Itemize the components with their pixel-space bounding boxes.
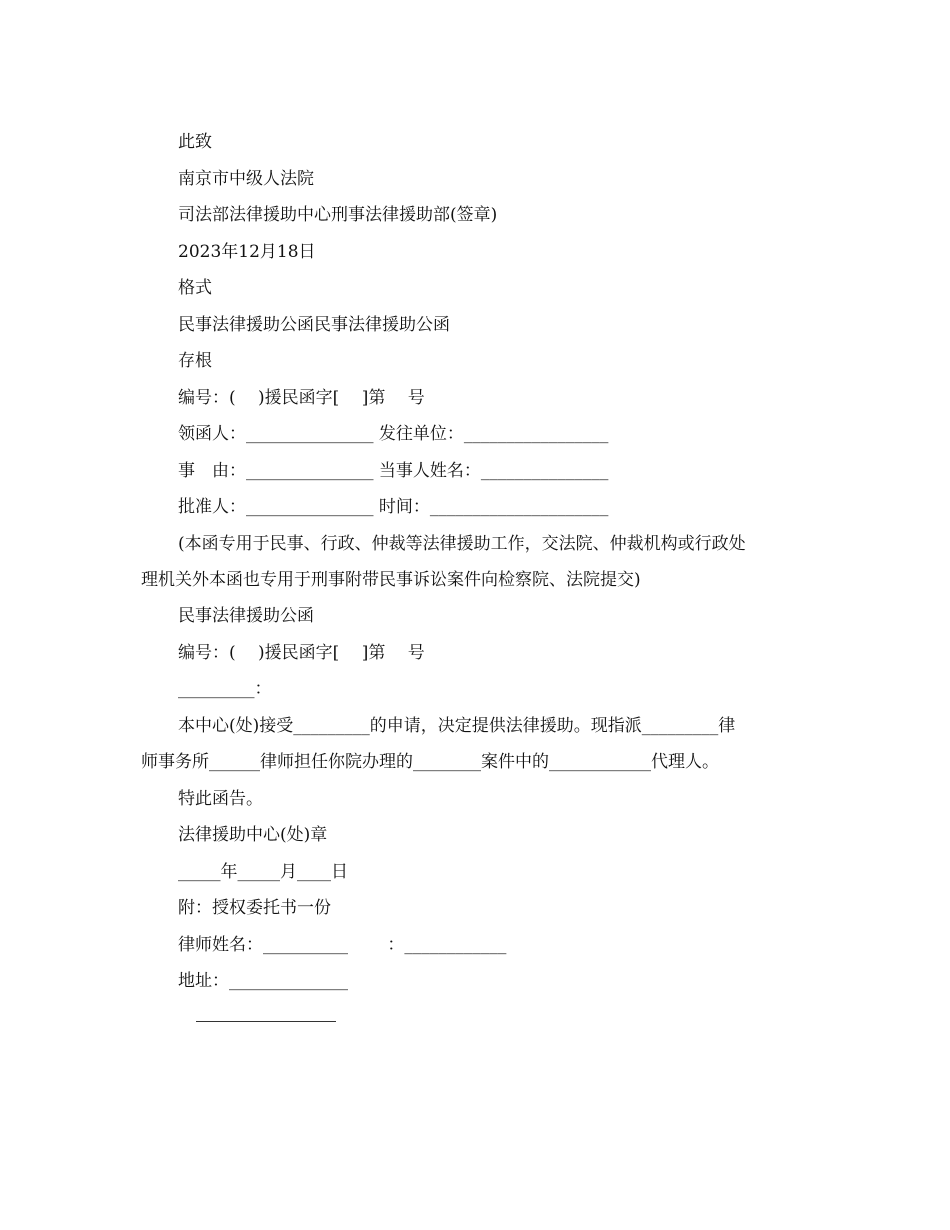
usage-note-line1: (本函专用于民事、行政、仲裁等法律援助工作，交法院、仲裁机构或行政处 — [178, 534, 746, 554]
attachment-line: 附：授权委托书一份 — [178, 898, 331, 918]
seal-line: 法律援助中心(处)章 — [178, 825, 328, 845]
date-blank-line: _____年_____月____日 — [178, 862, 348, 882]
issuer-signature: 司法部法律援助中心刑事法律援助部(签章) — [178, 205, 498, 225]
salutation: 此致 — [178, 132, 212, 152]
usage-note-line2: 理机关外本函也专用于刑事附带民事诉讼案件向检察院、法院提交) — [141, 570, 641, 590]
matter-row: 事 由：_______________ 当事人姓名：_______________ — [178, 461, 609, 481]
stub-label: 存根 — [178, 351, 212, 371]
approver-row: 批准人：_______________ 时间：_____________________ — [178, 497, 609, 517]
addressee-line: _________： — [178, 679, 272, 699]
letter-number-line: 编号：( )援民函字[ ]第 号 — [178, 643, 425, 663]
recipient-row: 领函人：_______________ 发往单位：_________________ — [178, 424, 609, 444]
lawyer-row: 律师姓名：__________ ：____________ — [178, 935, 507, 955]
body-line2: 师事务所______律师担任你院办理的________案件中的____________代理人。 — [141, 752, 719, 772]
form-title-double: 民事法律援助公函民事法律援助公函 — [178, 315, 450, 335]
stub-number-line: 编号：( )援民函字[ ]第 号 — [178, 388, 425, 408]
letter-title: 民事法律援助公函 — [178, 606, 314, 626]
notice-line: 特此函告。 — [178, 789, 263, 809]
issue-date: 2023年12月18日 — [178, 242, 316, 262]
address-row: 地址：______________ — [178, 971, 348, 991]
body-line1: 本中心(处)接受_________的申请，决定提供法律援助。现指派_________律 — [178, 716, 736, 736]
format-label: 格式 — [178, 278, 212, 298]
court-name: 南京市中级人法院 — [178, 169, 314, 189]
blank-rule — [196, 1021, 336, 1022]
